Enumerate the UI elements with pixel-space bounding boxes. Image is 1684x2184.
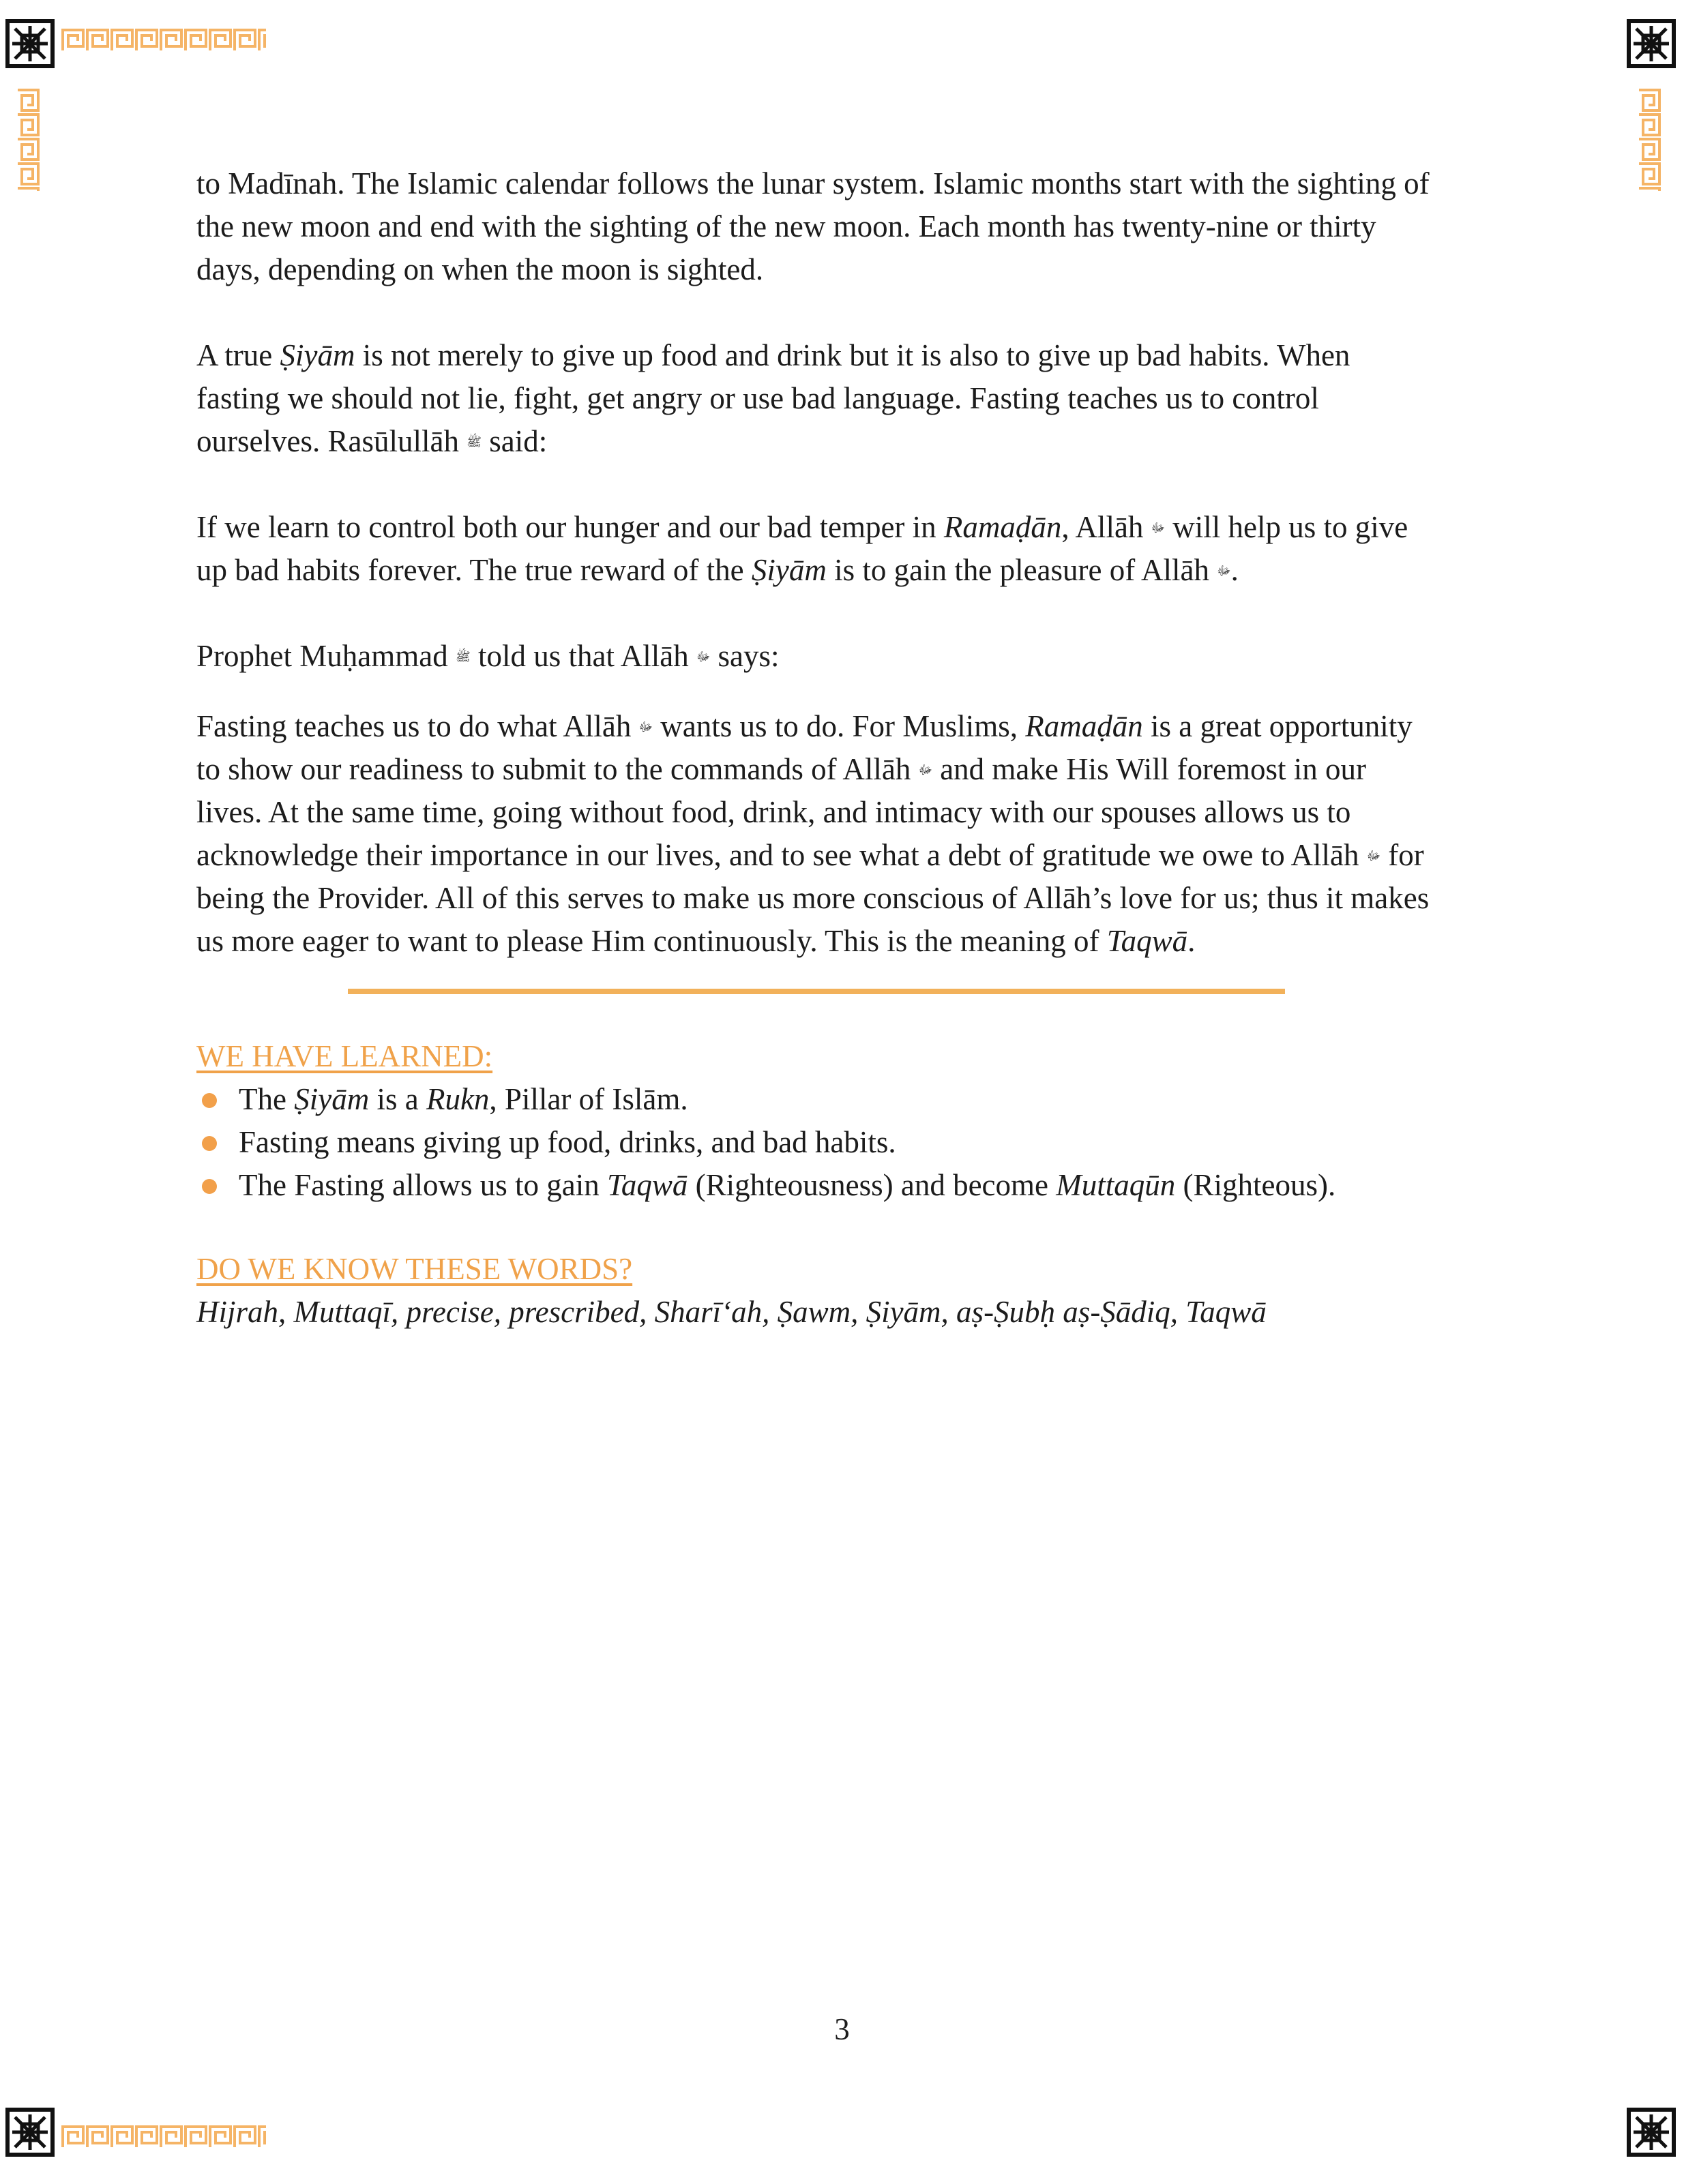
- paragraph-true-siyam: A true Ṣiyām is not merely to give up food and drink but it is also to give up bad habits. When fasting we should not lie, fight, get angry or use bad language. Fasting teaches us to control ourselves. Rasūlullāh ﷺ said:: [196, 338, 1350, 458]
- subhanahu-glyph: ﷻ: [1151, 521, 1165, 535]
- subhanahu-glyph: ﷻ: [638, 720, 653, 734]
- paragraph-control-hunger: If we learn to control both our hunger and our bad temper in Ramaḍān, Allāh ﷻ will help us to give up bad habits forever. The true reward of the Ṣiyām is to gain the pleasure of Allāh ﷻ.: [196, 510, 1408, 587]
- paragraph-prophet-told: Prophet Muḥammad ﷺ told us that Allāh ﷻ says:: [196, 639, 780, 673]
- section-divider: [348, 989, 1285, 994]
- corner-ornament-top-left: [5, 19, 55, 68]
- we-have-learned-heading: WE HAVE LEARNED:: [196, 1039, 493, 1073]
- list-item: The Ṣiyām is a Rukn, Pillar of Islām.: [196, 1078, 1438, 1121]
- subhanahu-glyph: ﷻ: [696, 650, 711, 664]
- page-content: [196, 162, 1438, 1334]
- left-border-pattern: [15, 89, 41, 191]
- bullet-dot-icon: [202, 1136, 217, 1151]
- subhanahu-glyph: ﷻ: [1366, 849, 1381, 863]
- corner-ornament-bottom-left: [5, 2108, 55, 2157]
- subhanahu-glyph: ﷻ: [1217, 564, 1231, 578]
- corner-ornament-top-right: [1627, 19, 1676, 68]
- learned-list: [196, 1078, 1438, 1207]
- bottom-border-pattern: [61, 2124, 266, 2150]
- page-number: 3: [834, 2012, 850, 2046]
- list-item: Fasting means giving up food, drinks, and bad habits.: [196, 1121, 1438, 1164]
- vocabulary-heading: DO WE KNOW THESE WORDS?: [196, 1252, 633, 1286]
- corner-ornament-bottom-right: [1627, 2108, 1676, 2157]
- salawat-glyph: ﷺ: [467, 435, 482, 449]
- subhanahu-glyph: ﷻ: [918, 763, 932, 777]
- paragraph-fasting-teaches: Fasting teaches us to do what Allāh ﷻ wants us to do. For Muslims, Ramaḍān is a great opportunity to show our readiness to submit to the commands of Allāh ﷻ and make His Will foremost in our lives. At the same time, going without food, drink, and intimacy with our spouses allows us to acknowledge their importance in our lives, and to see what a debt of gratitude we owe to Allāh ﷻ for being the Provider. All of this serves to make us more conscious of Allāh’s love for us; thus it makes us more eager to want to please Him continuously. This is the meaning of Taqwā.: [196, 709, 1430, 958]
- paragraph-lunar-calendar: to Madīnah. The Islamic calendar follows the lunar system. Islamic months start with the sighting of the new moon and end with the sighting of the new moon. Each month has twenty-nine or thirty days, depending on when the moon is sighted.: [196, 166, 1430, 286]
- bullet-dot-icon: [202, 1093, 217, 1108]
- list-item: The Fasting allows us to gain Taqwā (Righteousness) and become Muttaqūn (Righteous).: [196, 1164, 1438, 1207]
- bullet-dot-icon: [202, 1179, 217, 1194]
- vocabulary-list: Hijrah, Muttaqī, precise, prescribed, Sharī‘ah, Ṣawm, Ṣiyām, aṣ-Ṣubḥ aṣ-Ṣādiq, Taqwā: [196, 1295, 1267, 1329]
- right-border-pattern: [1636, 89, 1662, 191]
- salawat-glyph: ﷺ: [455, 650, 471, 664]
- top-border-pattern: [61, 27, 266, 53]
